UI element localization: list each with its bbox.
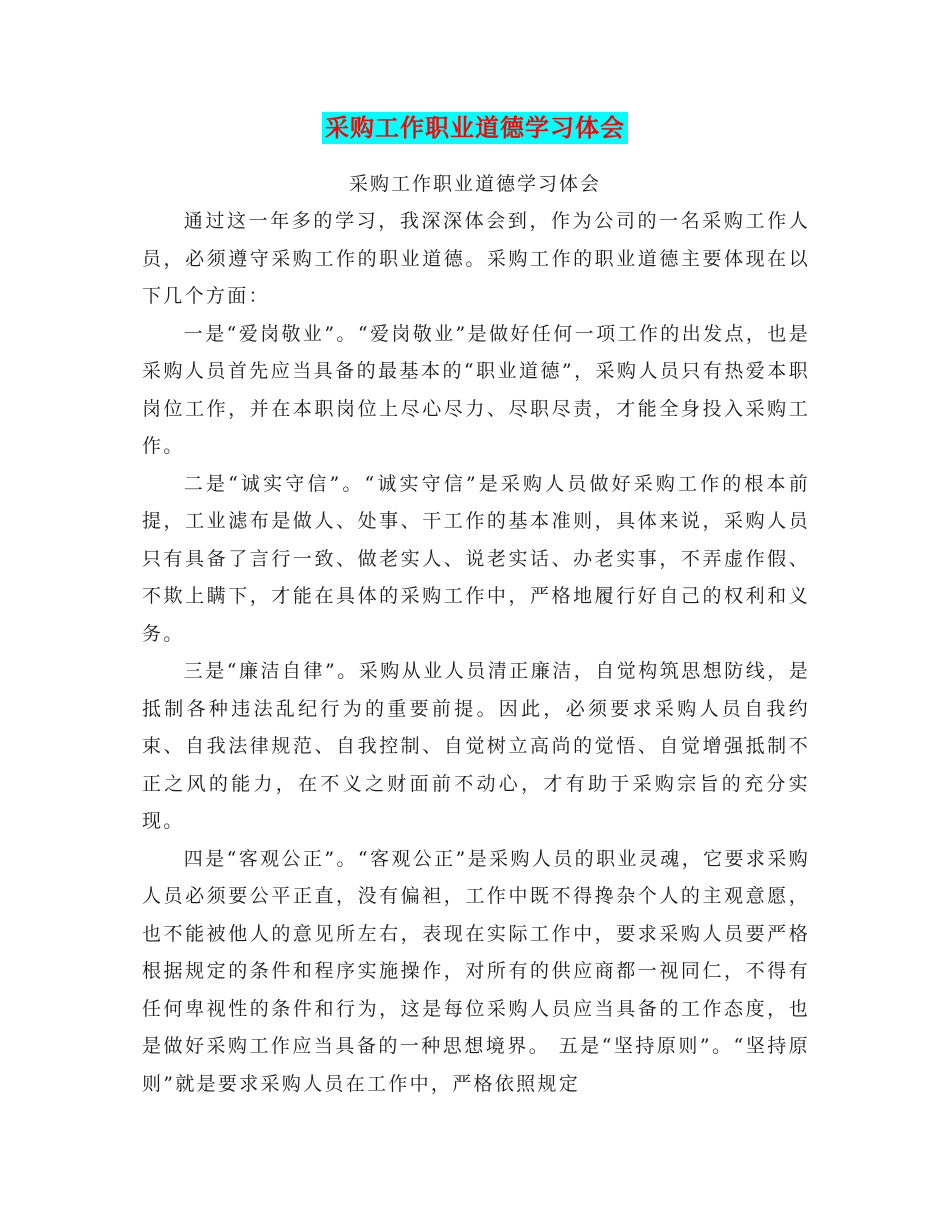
- document-subtitle: 采购工作职业道德学习体会: [348, 173, 601, 195]
- document-title: 采购工作职业道德学习体会: [322, 112, 628, 144]
- paragraph-4-fairness: 四是“客观公正”。“客观公正”是采购人员的职业灵魂，它要求采购人员必须要公平正直，没有偏袒，工作中既不得搀杂个人的主观意愿，也不能被他人的意见所左右，表现在实际工作中，要求采购人员要严格根据规定的条件和程序实施操作，对所有的供应商都一视同仁，不得有任何卑视性的条件和行为，这是每位采购人员应当具备的工作态度，也是做好采购工作应当具备的一种思想境界。 五是“坚持原则”。“坚持原则”就是要求采购人员在工作中，严格依照规定: [142, 847, 810, 1095]
- title-container: [0, 112, 950, 144]
- paragraph-3-integrity: 三是“廉洁自律”。采购从业人员清正廉洁，自觉构筑思想防线，是抵制各种违法乱纪行为的重要前提。因此，必须要求采购人员自我约束、自我法律规范、自我控制、自觉树立高尚的觉悟、自觉增强抵制不正之风的能力，在不义之财面前不动心，才有助于采购宗旨的充分实现。: [142, 660, 810, 832]
- paragraph-intro: 通过这一年多的学习，我深深体会到，作为公司的一名采购工作人员，必须遵守采购工作的职业道德。采购工作的职业道德主要体现在以下几个方面：: [142, 210, 810, 307]
- document-body: [142, 203, 810, 1103]
- paragraph-2-honesty: 二是“诚实守信”。“诚实守信”是采购人员做好采购工作的根本前提，工业滤布是做人、处事、干工作的基本准则，具体来说，采购人员只有具备了言行一致、做老实人、说老实话、办老实事，不弄虚作假、不欺上瞒下，才能在具体的采购工作中，严格地履行好自己的权利和义务。: [142, 472, 810, 645]
- paragraph-1-dedication: 一是“爱岗敬业”。“爱岗敬业”是做好任何一项工作的出发点，也是采购人员首先应当具备的最基本的“职业道德”，采购人员只有热爱本职岗位工作，并在本职岗位上尽心尽力、尽职尽责，才能全身投入采购工作。: [142, 322, 810, 457]
